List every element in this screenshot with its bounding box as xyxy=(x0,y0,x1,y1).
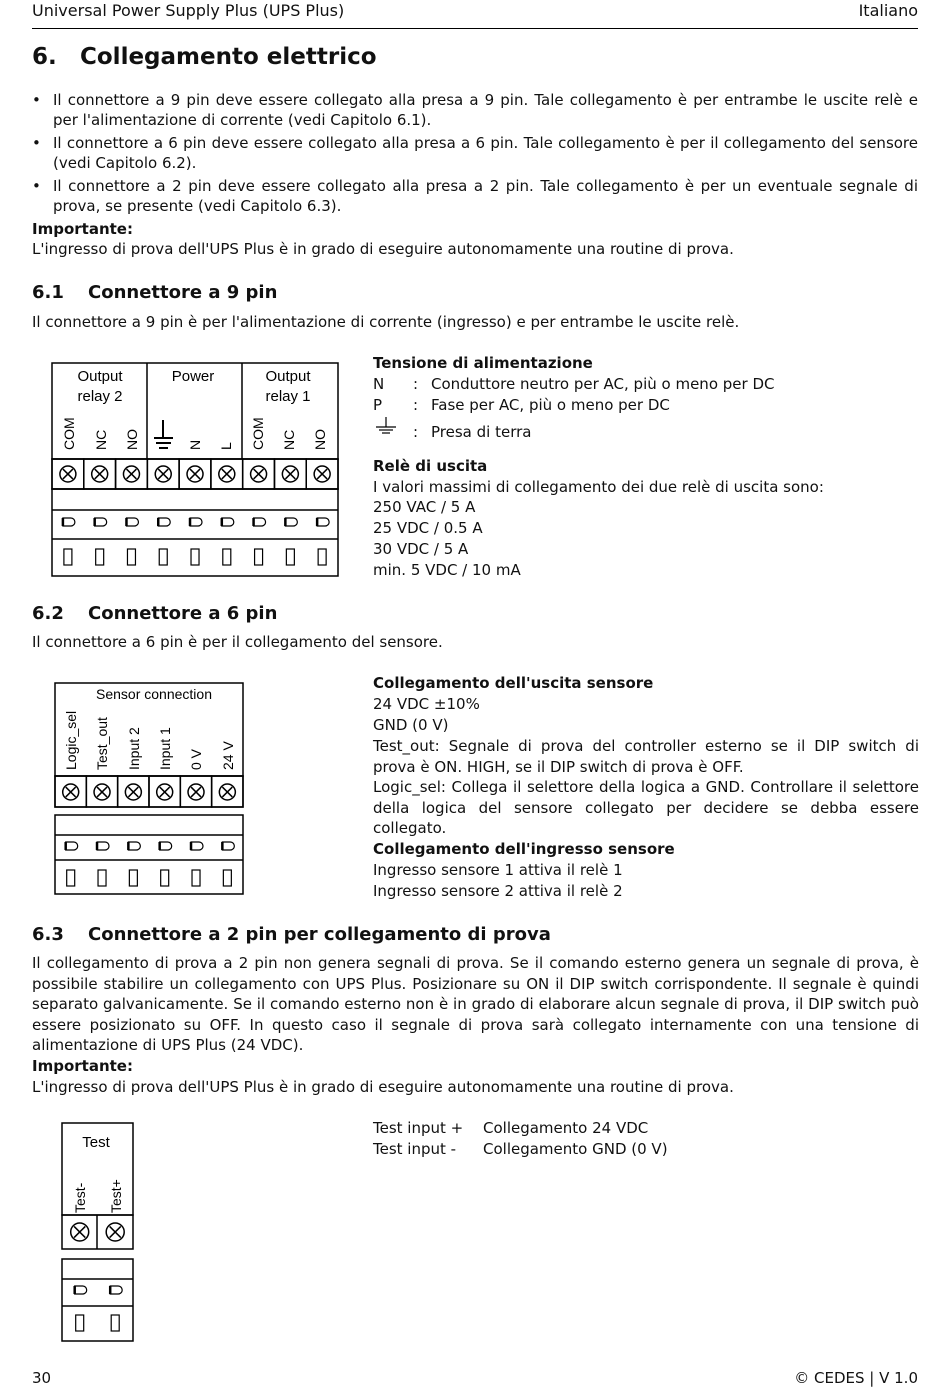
important-text: L'ingresso di prova dell'UPS Plus è in grado di eseguire autonomamente una routine di prova. xyxy=(32,240,734,258)
section-number: 6.3 xyxy=(32,924,64,945)
relay-title: Relè di uscita xyxy=(373,457,488,475)
sensor-in-title: Collegamento dell'ingresso sensore xyxy=(373,840,675,858)
relay-value: 30 VDC / 5 A xyxy=(373,540,469,558)
section-title: Connettore a 2 pin per collegamento di prova xyxy=(88,924,551,945)
terminal-screw-icon xyxy=(60,466,76,482)
pin-label: 0 V xyxy=(188,748,204,770)
connector-6-pin-diagram xyxy=(53,682,247,896)
group-label: Output xyxy=(265,368,311,385)
sensor-out-line: GND (0 V) xyxy=(373,716,449,734)
section-6-3-heading xyxy=(32,924,551,945)
bullet-text: Il connettore a 6 pin deve essere collegato alla presa a 6 pin. Tale collegamento è per il collegamento del sensore (vedi Capitolo 6.2). xyxy=(53,134,918,172)
pin-label: N xyxy=(187,439,203,450)
terminal-screw-icon xyxy=(71,1223,89,1241)
terminal-screw-icon xyxy=(125,784,141,800)
pin-label: Test_out xyxy=(94,717,110,770)
pin-label: NC xyxy=(281,429,297,450)
plug-contact-icon xyxy=(97,842,109,886)
sensor-in-line: Ingresso sensore 1 attiva il relè 1 xyxy=(373,861,623,879)
section-number: 6. xyxy=(32,44,57,70)
section-6-heading xyxy=(32,44,377,70)
plug-contact-icon xyxy=(254,518,266,565)
pin-label: Test+ xyxy=(108,1179,124,1213)
sensor-in-line: Ingresso sensore 2 attiva il relè 2 xyxy=(373,882,623,900)
pin-label: L xyxy=(218,442,234,450)
section-6-1-heading xyxy=(32,282,277,303)
terminal-screw-icon xyxy=(94,784,110,800)
connector-2-pin-diagram xyxy=(60,1121,136,1343)
plug-contact-icon xyxy=(75,1286,87,1331)
terminal-screw-icon xyxy=(219,784,235,800)
pin-label: NO xyxy=(312,429,328,450)
section-intro: Il connettore a 9 pin è per l'alimentazione di corrente (ingresso) e per entrambe le uscite relè. xyxy=(32,313,740,331)
plug-contact-icon xyxy=(128,842,140,886)
diagram-header: Test xyxy=(82,1134,110,1151)
bullet-text: Il connettore a 9 pin deve essere collegato alla presa a 9 pin. Tale collegamento è per entrambe le uscite relè e per l'alimentazione di corrente (vedi Capitolo 6.1). xyxy=(53,91,918,129)
pin-label: Input 2 xyxy=(126,727,142,770)
group-label: Power xyxy=(171,368,215,385)
terminal-screw-icon xyxy=(188,784,204,800)
plug-contact-icon xyxy=(160,842,172,886)
important-label: Importante: xyxy=(32,1057,133,1075)
terminal-screw-icon xyxy=(155,466,171,482)
section-title: Connettore a 6 pin xyxy=(88,603,278,624)
plug-contact-icon xyxy=(110,1286,122,1331)
power-row: P : Fase per AC, più o meno per DC xyxy=(373,396,670,414)
section-intro: Il connettore a 6 pin è per il collegamento del sensore. xyxy=(32,633,443,651)
terminal-screw-icon xyxy=(157,784,173,800)
diagram-header: Sensor connection xyxy=(96,686,212,702)
plug-contact-icon xyxy=(126,518,138,565)
running-header-language: Italiano xyxy=(858,1,918,20)
plug-contact-icon xyxy=(190,518,202,565)
test-input-row: Test input + Collegamento 24 VDC xyxy=(373,1119,649,1137)
terminal-screw-icon xyxy=(219,466,235,482)
terminal-screw-icon xyxy=(63,784,79,800)
plug-contact-icon xyxy=(317,518,329,565)
bullet-text: Il connettore a 2 pin deve essere collegato alla presa a 2 pin. Tale collegamento è per un eventuale segnale di prova, se presente (vedi Capitolo 6.3). xyxy=(53,177,918,215)
relay-value: 250 VAC / 5 A xyxy=(373,498,476,516)
power-title: Tensione di alimentazione xyxy=(373,354,593,372)
power-row: : Presa di terra xyxy=(373,415,531,443)
plug-contact-icon xyxy=(66,842,78,886)
group-label: relay 2 xyxy=(77,388,123,405)
pin-label: NC xyxy=(93,429,109,450)
terminal-screw-icon xyxy=(251,466,267,482)
plug-contact-icon xyxy=(63,518,75,565)
power-row: N : Conduttore neutro per AC, più o meno per DC xyxy=(373,375,775,393)
terminal-screw-icon xyxy=(187,466,203,482)
bullet-item: • Il connettore a 2 pin deve essere collegato alla presa a 2 pin. Tale collegamento è per un eventuale segnale di prova, se presente (vedi Capitolo 6.3). xyxy=(32,177,918,215)
terminal-screw-icon xyxy=(92,466,108,482)
section-title: Collegamento elettrico xyxy=(80,44,377,70)
plug-contact-icon xyxy=(222,842,234,886)
terminal-screw-icon xyxy=(106,1223,124,1241)
pin-label: NO xyxy=(124,429,140,450)
running-header-title: Universal Power Supply Plus (UPS Plus) xyxy=(32,1,345,20)
group-label: Output xyxy=(77,368,123,385)
terminal-screw-icon xyxy=(282,466,298,482)
pin-label: Test- xyxy=(72,1182,88,1213)
plug-contact-icon xyxy=(158,518,170,565)
sensor-out-line: 24 VDC ±10% xyxy=(373,695,480,713)
pin-label: 24 V xyxy=(220,741,236,770)
header-rule xyxy=(32,28,918,29)
sensor-out-title: Collegamento dell'uscita sensore xyxy=(373,674,654,692)
terminal-screw-icon xyxy=(123,466,139,482)
footer-brand: © CEDES | V 1.0 xyxy=(794,1369,918,1387)
pin-label: COM xyxy=(250,417,266,450)
relay-value: min. 5 VDC / 10 mA xyxy=(373,561,521,579)
ground-icon xyxy=(154,420,173,448)
plug-contact-icon xyxy=(285,518,297,565)
relay-intro: I valori massimi di collegamento dei due relè di uscita sono: xyxy=(373,478,824,496)
earth-icon xyxy=(373,415,413,443)
page-number: 30 xyxy=(32,1369,52,1387)
important-label: Importante: xyxy=(32,220,133,238)
section-number: 6.2 xyxy=(32,603,64,624)
group-label: relay 1 xyxy=(265,388,311,405)
section-body: Il collegamento di prova a 2 pin non genera segnali di prova. Se il comando esterno genera un segnale di prova, è possibile stabilire un collegamento con UPS Plus. Posizionare su ON il DIP switch corrispondente. Il segnale è quindi separato galvanicamente. Se il comando esterno non è in grado di elaborare alcun segnale di prova, il DIP switch può essere posizionato su OFF. In questo caso il segnale di prova sarà collegato internamente con una tensione di alimentazione di UPS Plus (24 VDC). xyxy=(32,954,919,1054)
plug-contact-icon xyxy=(191,842,203,886)
sensor-out-line: Logic_sel: Collega il selettore della logica a GND. Controllare il selettore della logica del sensore collegato per decidere se debba essere collegato. xyxy=(373,778,919,837)
important-text: L'ingresso di prova dell'UPS Plus è in grado di eseguire autonomamente una routine di prova. xyxy=(32,1078,734,1096)
terminal-screw-icon xyxy=(314,466,330,482)
sensor-out-line: Test_out: Segnale di prova del controller esterno se il DIP switch di prova è ON. HIGH, se il DIP switch di prova è OFF. xyxy=(373,737,919,776)
plug-contact-icon xyxy=(95,518,107,565)
test-input-row: Test input - Collegamento GND (0 V) xyxy=(373,1140,668,1158)
bullet-item: • Il connettore a 9 pin deve essere collegato alla presa a 9 pin. Tale collegamento è per entrambe le uscite relè e per l'alimentazione di corrente (vedi Capitolo 6.1). xyxy=(32,91,918,129)
pin-label: Input 1 xyxy=(157,727,173,770)
section-6-2-heading xyxy=(32,603,277,624)
section-title: Connettore a 9 pin xyxy=(88,282,278,303)
bullet-item: • Il connettore a 6 pin deve essere collegato alla presa a 6 pin. Tale collegamento è per il collegamento del sensore (vedi Capitolo 6.2). xyxy=(32,134,918,172)
connector-9-pin-diagram xyxy=(50,362,340,578)
plug-contact-icon xyxy=(222,518,234,565)
pin-label: Logic_sel xyxy=(63,710,79,770)
pin-label: COM xyxy=(61,417,77,450)
section-number: 6.1 xyxy=(32,282,64,303)
relay-value: 25 VDC / 0.5 A xyxy=(373,519,483,537)
